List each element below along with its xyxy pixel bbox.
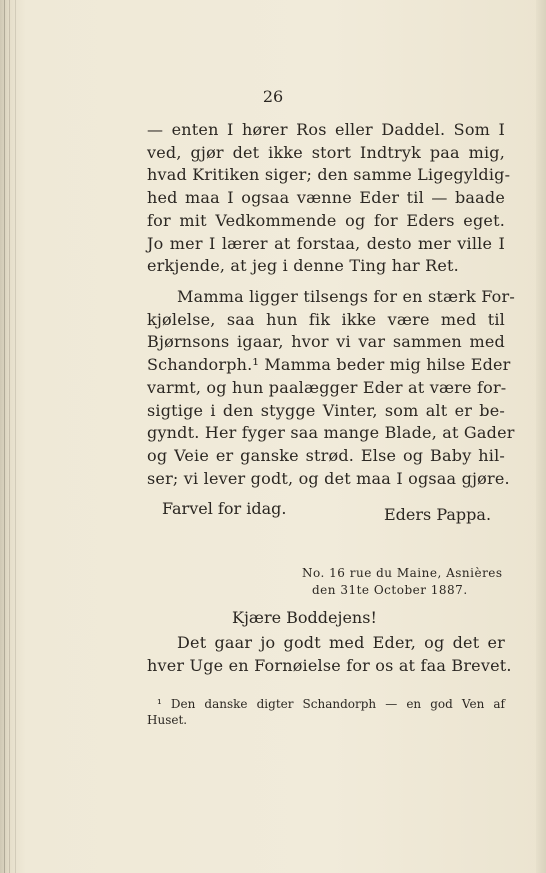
text-line: sigtige i den stygge Vinter, som alt er be-: [147, 400, 505, 420]
signature: Eders Pappa.: [384, 505, 492, 524]
text-line: ved, gjør det ikke stort Indtryk paa mig,: [147, 142, 505, 162]
text-line: Bjørnsons igaar, hvor vi var sammen med: [147, 332, 505, 352]
footnote-line: ¹ Den danske digter Schandorph — en god Ven af: [157, 697, 505, 711]
text-line: Mamma ligger tilsengs for en stærk For-: [177, 287, 515, 306]
text-line: kjølelse, saa hun fik ikke være med til: [147, 309, 505, 329]
page-number: 26: [262, 87, 284, 106]
text-line: hed maa I ogsaa vænne Eder til — baade: [147, 188, 505, 208]
binding-line: [15, 0, 16, 873]
page-edge: [536, 0, 546, 873]
paragraph-2: [147, 286, 515, 490]
text-line: gyndt. Her fyger saa mange Blade, at Gader: [147, 423, 515, 443]
salutation: Kjære Boddejens!: [232, 608, 377, 627]
text-line: hver Uge en Fornøielse for os at faa Brevet.: [147, 655, 512, 675]
text-line: for mit Vedkommende og for Eders eget.: [147, 210, 505, 230]
text-line: erkjende, at jeg i denne Ting har Ret.: [147, 256, 459, 276]
footnote-line: Huset.: [147, 713, 188, 727]
letter-date: den 31te October 1887.: [312, 583, 468, 597]
text-line: Det gaar jo godt med Eder, og det er: [177, 633, 505, 652]
letter-address: No. 16 rue du Maine, Asnières: [302, 566, 503, 580]
text-line: ser; vi lever godt, og det maa I ogsaa gjøre.: [147, 468, 510, 488]
text-line: — enten I hører Ros eller Daddel. Som I: [147, 120, 505, 139]
text-line: og Veie er ganske strød. Else og Baby hil-: [147, 445, 505, 465]
paragraph-1: [147, 119, 511, 278]
binding-line: [9, 0, 10, 873]
text-line: Schandorph.¹ Mamma beder mig hilse Eder: [147, 355, 511, 375]
footnote: [147, 696, 505, 728]
binding-line: [4, 0, 5, 873]
text-line: hvad Kritiken siger; den samme Ligegyldig-: [147, 165, 511, 185]
text-line: varmt, og hun paalægger Eder at være for-: [147, 377, 507, 397]
farewell-line: Farvel for idag.: [162, 499, 287, 518]
text-line: Jo mer I lærer at forstaa, desto mer ville I: [147, 233, 505, 253]
paragraph-3: [147, 632, 512, 677]
